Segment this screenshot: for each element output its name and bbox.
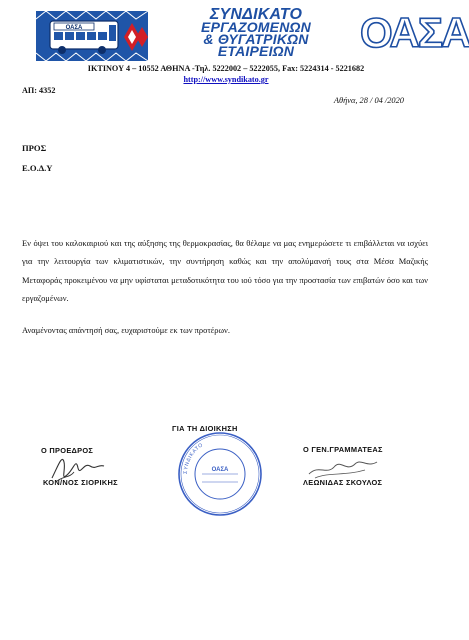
- address-line: ΙΚΤΙΝΟΥ 4 – 10552 ΑΘΗΝΑ -Τηλ. 5222002 – 5222055, Fax: 5224314 - 5221682: [87, 64, 365, 73]
- union-name-line4: ΕΤΑΙΡΕΙΩΝ: [217, 43, 295, 59]
- union-name: [152, 8, 360, 57]
- svg-text:ΟΑΣΑ: ΟΑΣΑ: [211, 467, 229, 473]
- svg-text:ΣΥΝΔΙΚΑΤΟ: ΣΥΝΔΙΚΑΤΟ: [182, 442, 205, 475]
- general-secretary-signature-icon: [305, 450, 380, 484]
- body-paragraph: Αναμένοντας απάντησή σας, ευχαριστούμε εκ των προτέρων.: [22, 325, 230, 336]
- bus-logo-icon: [36, 11, 148, 61]
- union-seal-icon: [176, 430, 264, 518]
- letterhead-logo: [36, 6, 469, 65]
- reference-number: ΑΠ: 4352: [22, 86, 56, 95]
- recipient-block: [22, 138, 52, 178]
- union-acronym: ΟΑΣΑ: [360, 9, 469, 56]
- president-signature-icon: [48, 448, 108, 486]
- general-secretary-title: Ο ΓΕΝ.ΓΡΑΜΜΑΤΕΑΣ: [303, 445, 383, 454]
- president-name: ΚΟΝ/ΝΟΣ ΣΙΟΡΙΚΗΣ: [43, 478, 118, 487]
- letter-date: Αθήνα, 28 / 04 /2020: [333, 96, 404, 105]
- body-paragraph: Εν όψει του καλοκαιριού και της αύξησης της θερμοκρασίας, θα θέλαμε να μας ενημερώσετε τι επιβάλλεται να ισχύει για την λειτουργία των κλιματιστικών, την συντήρηση καθώς και την απολύμανσή τους στα Μέσα Μαζικής Μεταφοράς προκειμένου να μην υφίσταται μεταδοτικότητα του ιού τόσο για την προστασία των επιβατών όσο και των εργαζομένων.: [22, 238, 428, 303]
- website-link[interactable]: http://www.syndikato.gr: [183, 75, 269, 84]
- union-name-line2: ΕΡΓΑΖΟΜΕΝΩΝ: [201, 19, 311, 35]
- letter-body: [22, 234, 428, 353]
- svg-text:ΟΑΣΑ: ΟΑΣΑ: [65, 25, 83, 31]
- union-name-line3: & ΘΥΓΑΤΡΙΚΩΝ: [203, 31, 309, 47]
- president-title: Ο ΠΡΟΕΔΡΟΣ: [41, 446, 94, 455]
- recipient-label: ΠΡΟΣ: [22, 143, 47, 153]
- union-name-line1: ΣΥΝΔΙΚΑΤΟ: [209, 6, 303, 23]
- recipient-name: Ε.Ο.Δ.Υ: [22, 163, 53, 173]
- general-secretary-name: ΛΕΩΝΙΔΑΣ ΣΚΟΥΛΟΣ: [303, 478, 383, 487]
- administration-title: ΓΙΑ ΤΗ ΔΙΟΙΚΗΣΗ: [172, 424, 238, 433]
